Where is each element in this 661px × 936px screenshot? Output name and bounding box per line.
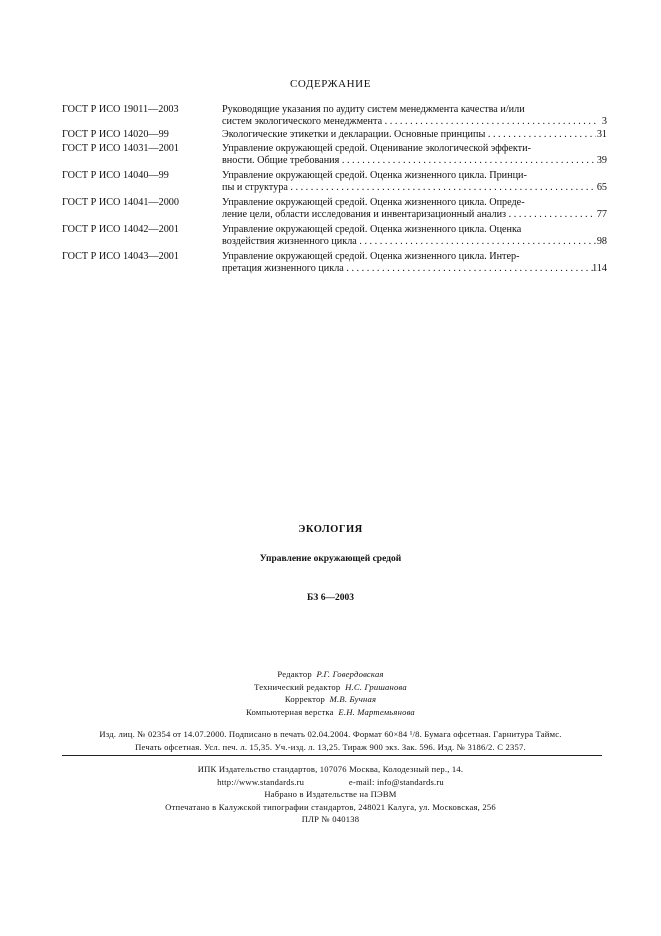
toc-entry-title-line2: пы и структура bbox=[222, 182, 288, 193]
toc-entry-title-line1: Управление окружающей средой. Оценка жизненного цикла. Оценка bbox=[222, 224, 522, 235]
credit-name: Е.Н. Мартемьянова bbox=[338, 706, 415, 717]
series-title: ЭКОЛОГИЯ bbox=[298, 524, 363, 535]
credit-name: М.В. Бучная bbox=[329, 694, 377, 704]
toc-entry-title-line1: Управление окружающей средой. Оценка жизненного цикла. Опреде- bbox=[222, 197, 525, 208]
credit-role: Корректор bbox=[284, 694, 325, 704]
toc-entry-code: ГОСТ Р ИСО 14041—2000 bbox=[62, 197, 179, 208]
toc-entry-code: ГОСТ Р ИСО 14043—2001 bbox=[62, 251, 179, 262]
toc-entry-page: 39 bbox=[596, 155, 607, 166]
credit-line bbox=[0, 706, 661, 719]
publisher-contacts bbox=[0, 776, 661, 789]
toc-entry-page: 3 bbox=[601, 116, 607, 127]
print-info bbox=[0, 728, 661, 753]
credit-line bbox=[0, 668, 661, 681]
credit-role: Компьютерная верстка bbox=[246, 706, 334, 717]
publisher-line: ПЛР № 040138 bbox=[301, 814, 360, 824]
toc-entry-page: 77 bbox=[596, 209, 607, 220]
publisher-website[interactable]: http://www.standards.ru bbox=[217, 776, 305, 787]
toc-entry-title-line1: Управление окружающей средой. Оценивание экологической эффекти- bbox=[222, 143, 531, 154]
toc-entry-title-line1: Управление окружающей средой. Оценка жизненного цикла. Принци- bbox=[222, 170, 527, 181]
toc-entry-title-line1: Экологические этикетки и декларации. Основные принципы bbox=[222, 129, 486, 140]
credit-name: Н.С. Гришанова bbox=[345, 681, 407, 692]
credit-line bbox=[0, 681, 661, 694]
toc-entry-title-line2: систем экологического менеджмента bbox=[222, 116, 383, 127]
toc-title: СОДЕРЖАНИЕ bbox=[289, 78, 372, 90]
toc-entry-page: 98 bbox=[596, 236, 607, 247]
toc-entry-title-line1: Руководящие указания по аудиту систем менеджмента качества и/или bbox=[222, 104, 525, 115]
toc-entry-code: ГОСТ Р ИСО 14042—2001 bbox=[62, 224, 179, 235]
publisher-info bbox=[0, 763, 661, 826]
divider bbox=[62, 755, 602, 756]
toc-entry-code: ГОСТ Р ИСО 14020—99 bbox=[62, 129, 169, 140]
credit-role: Редактор bbox=[277, 669, 312, 679]
credit-name: Р.Г. Говердовская bbox=[316, 669, 384, 679]
publisher-line: ИПК Издательство стандартов, 107076 Москва, Колодезный пер., 14. bbox=[197, 764, 464, 774]
credit-role: Технический редактор bbox=[254, 681, 341, 692]
collection-code: БЗ 6—2003 bbox=[307, 593, 354, 603]
publisher-line: Отпечатано в Калужской типографии стандартов, 248021 Калуга, ул. Московская, 256 bbox=[165, 801, 496, 812]
publisher-line: Набрано в Издательстве на ПЭВМ bbox=[264, 789, 397, 799]
print-info-line: Изд. лиц. № 02354 от 14.07.2000. Подписано в печать 02.04.2004. Формат 60×84 ¹/8. Бумага офсетная. Гарнитура Таймс. bbox=[99, 729, 562, 739]
toc-entry-code: ГОСТ Р ИСО 14031—2001 bbox=[62, 143, 179, 154]
toc-entry-title-line2: воздействия жизненного цикла bbox=[222, 236, 357, 247]
print-info-line: Печать офсетная. Усл. печ. л. 15,35. Уч.-изд. л. 13,25. Тираж 900 экз. Зак. 596. Изд. № 3186/2. С 2357. bbox=[135, 741, 526, 752]
credits bbox=[0, 668, 661, 718]
toc-entry-title-line2: претация жизненного цикла bbox=[222, 263, 344, 274]
toc-entry-title-line2: вности. Общие требования bbox=[222, 155, 340, 166]
toc-entry-page: 65 bbox=[596, 182, 607, 193]
toc-entry-title-line1: Управление окружающей средой. Оценка жизненного цикла. Интер- bbox=[222, 251, 520, 262]
toc-entry-code: ГОСТ Р ИСО 14040—99 bbox=[62, 170, 169, 181]
credit-line bbox=[0, 693, 661, 706]
toc-entry-code: ГОСТ Р ИСО 19011—2003 bbox=[62, 104, 179, 115]
toc-entry-title-line2: ление цели, области исследования и инвентаризационный анализ bbox=[222, 209, 507, 220]
publisher-email[interactable]: e-mail: info@standards.ru bbox=[348, 776, 444, 787]
toc-entry-page: 114 bbox=[592, 263, 607, 274]
toc-entry-page: 31 bbox=[596, 129, 607, 140]
series-subtitle: Управление окружающей средой bbox=[259, 554, 402, 564]
